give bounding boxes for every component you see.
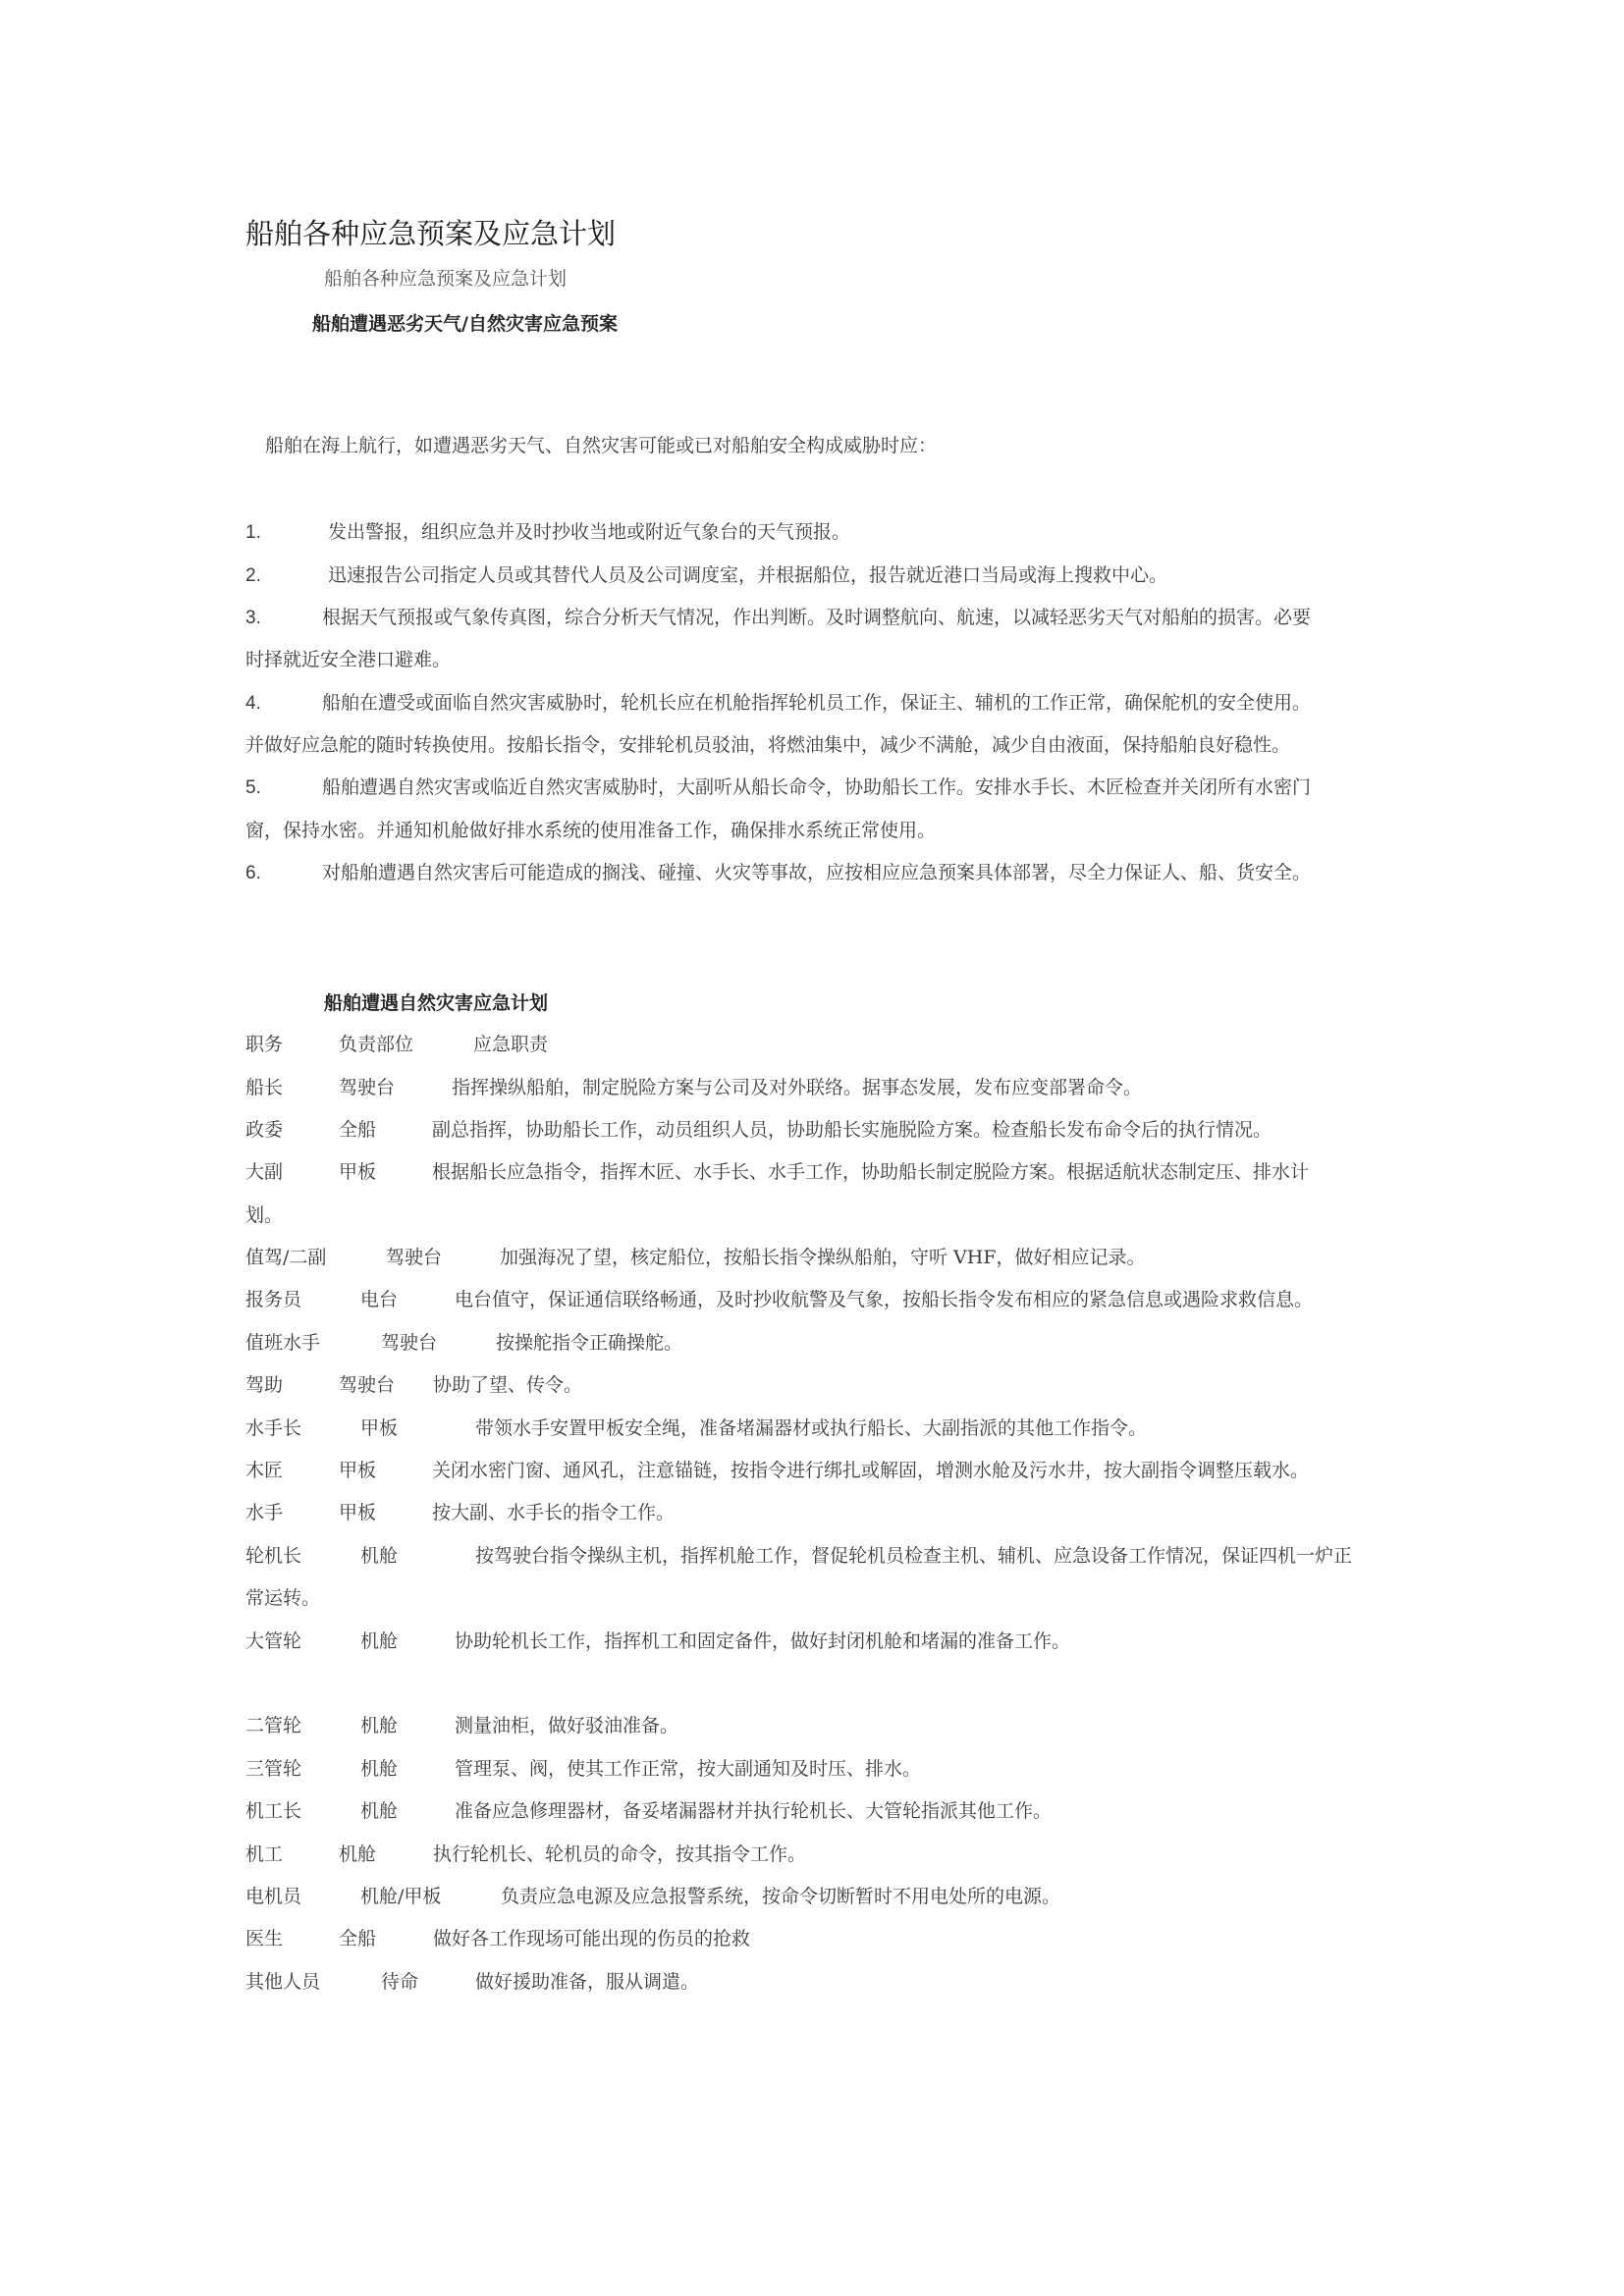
table-row-continuation: 划。 — [245, 1204, 284, 1226]
table-row: 值班水手 驾驶台 按操舵指令正确操舵。 — [245, 1332, 683, 1354]
table-row: 木匠 甲板 关闭水密门窗、通风孔，注意锚链，按指令进行绑扎或解固，增测水舱及污水井，按大副指令调整压载水。 — [245, 1460, 1310, 1481]
document-subtitle: 船舶各种应急预案及应急计划 — [324, 268, 568, 290]
table-row: 报务员 电台 电台值守，保证通信联络畅通，及时抄收航警及气象，按船长指令发布相应的紧急信息或遇险求救信息。 — [245, 1289, 1314, 1310]
list-item: 6. 对船舶遭遇自然灾害后可能造成的搁浅、碰撞、火灾等事故，应按相应应急预案具体部署，尽全力保证人、船、货安全。 — [245, 862, 1312, 883]
list-item-continuation: 并做好应急舵的随时转换使用。按船长指令，安排轮机员驳油，将燃油集中，减少不满舱，减少自由液面，保持船舶良好稳性。 — [245, 734, 1291, 756]
section2-heading: 船舶遭遇自然灾害应急计划 — [324, 992, 549, 1014]
table-row: 船长 驾驶台 指挥操纵船舶，制定脱险方案与公司及对外联络。据事态发展，发布应变部署命令。 — [245, 1077, 1143, 1098]
list-item: 4. 船舶在遭受或面临自然灾害威胁时，轮机长应在机舱指挥轮机员工作，保证主、辅机的工作正常，确保舵机的安全使用。 — [245, 692, 1312, 714]
section1-heading: 船舶遭遇恶劣天气/自然灾害应急预案 — [312, 313, 618, 335]
table-row: 医生 全船 做好各工作现场可能出现的伤员的抢救 — [245, 1928, 751, 1949]
table-row: 三管轮 机舱 管理泵、阀，使其工作正常，按大副通知及时压、排水。 — [245, 1758, 922, 1780]
list-item-continuation: 窗，保持水密。并通知机舱做好排水系统的使用准备工作，确保排水系统正常使用。 — [245, 820, 937, 841]
list-item: 1. 发出警报，组织应急并及时抄收当地或附近气象台的天气预报。 — [245, 521, 851, 543]
list-item-continuation: 时择就近安全港口避难。 — [245, 649, 452, 670]
table-row: 政委 全船 副总指挥，协助船长工作，动员组织人员，协助船长实施脱险方案。检查船长发布命令后的执行情况。 — [245, 1119, 1272, 1141]
table-row: 机工 机舱 执行轮机长、轮机员的命令，按其指令工作。 — [245, 1843, 807, 1865]
table-row: 轮机长 机舱 按驾驶台指令操纵主机，指挥机舱工作，督促轮机员检查主机、辅机、应急设备工作情况，保证四机一炉正 — [245, 1545, 1353, 1567]
table-row: 水手长 甲板 带领水手安置甲板安全绳，准备堵漏器材或执行船长、大副指派的其他工作指令。 — [245, 1417, 1148, 1439]
table-row: 驾助 驾驶台 协助了望、传令。 — [245, 1374, 583, 1396]
table-row: 大副 甲板 根据船长应急指令，指挥木匠、水手长、水手工作，协助船长制定脱险方案。根据适航状态制定压、排水计 — [245, 1161, 1310, 1183]
table-row: 值驾/二副 驾驶台 加强海况了望，核定船位，按船长指令操纵船舶，守听 VHF，做好相应记录。 — [245, 1247, 1146, 1268]
table-row-continuation: 常运转。 — [245, 1587, 321, 1609]
list-item: 2. 迅速报告公司指定人员或其替代人员及公司调度室，并根据船位，报告就近港口当局或海上搜救中心。 — [245, 564, 1168, 586]
document-title: 船舶各种应急预案及应急计划 — [245, 217, 617, 250]
list-item: 3. 根据天气预报或气象传真图，综合分析天气情况，作出判断。及时调整航向、航速，以减轻恶劣天气对船舶的损害。必要 — [245, 607, 1312, 628]
table-row: 水手 甲板 按大副、水手长的指令工作。 — [245, 1502, 676, 1523]
table-row: 电机员 机舱/甲板 负责应急电源及应急报警系统，按命令切断暂时不用电处所的电源。 — [245, 1886, 1061, 1907]
table-row: 其他人员 待命 做好援助准备，服从调遣。 — [245, 1971, 700, 1993]
table-row: 大管轮 机舱 协助轮机长工作，指挥机工和固定备件，做好封闭机舱和堵漏的准备工作。 — [245, 1630, 1071, 1652]
table-row: 机工长 机舱 准备应急修理器材，备妥堵漏器材并执行轮机长、大管轮指派其他工作。 — [245, 1800, 1053, 1822]
table-row: 二管轮 机舱 测量油柜，做好驳油准备。 — [245, 1715, 679, 1736]
list-item: 5. 船舶遭遇自然灾害或临近自然灾害威胁时，大副听从船长命令，协助船长工作。安排水手长、木匠检查并关闭所有水密门 — [245, 776, 1312, 798]
table-header: 职务 负责部位 应急职责 — [245, 1034, 549, 1055]
section1-intro: 船舶在海上航行，如遭遇恶劣天气、自然灾害可能或已对船舶安全构成威胁时应： — [265, 435, 938, 456]
